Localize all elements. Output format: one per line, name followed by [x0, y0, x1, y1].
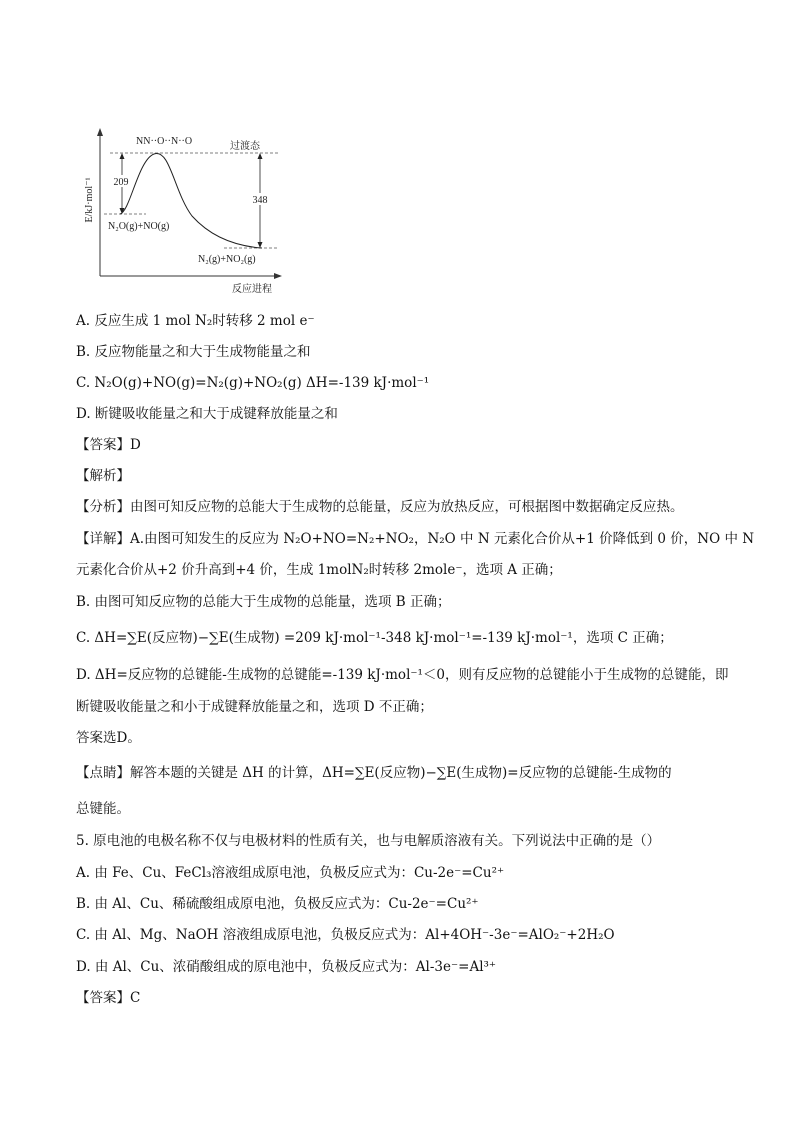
- option-d: D. 断键吸收能量之和大于成键释放能量之和: [76, 406, 338, 422]
- transition-species: NN··O··N··O: [136, 136, 193, 147]
- y-axis-arrow-icon: [97, 128, 103, 136]
- products-label: N₂(g)+NO₂(g): [198, 254, 256, 265]
- reverse-arrow-down-icon: [258, 242, 263, 248]
- reverse-energy-value: 348: [252, 195, 268, 206]
- q5-option-a: A. 由 Fe、Cu、FeCl₃溶液组成原电池，负极反应式为：Cu-2e⁻=Cu²⁺: [76, 865, 505, 881]
- energy-diagram: [74, 100, 294, 300]
- analysis-text: 【分析】由图可知反应物的总能大于生成物的总能量，反应为放热反应，可根据图中数据确定反应热。: [76, 499, 684, 515]
- option-a: A. 反应生成 1 mol N₂时转移 2 mol e⁻: [76, 313, 315, 329]
- activation-arrow-up-icon: [120, 153, 125, 159]
- detail-c: C. ΔH=∑E(反应物)−∑E(生成物) =209 kJ·mol⁻¹-348 kJ·mol⁻¹=-139 kJ·mol⁻¹，选项 C 正确；: [76, 630, 673, 646]
- key-point-1: 【点睛】解答本题的关键是 ΔH 的计算，ΔH=∑E(反应物)−∑E(生成物)=反应物的总键能-生成物的: [76, 765, 672, 781]
- detail-d-1: D. ΔH=反应物的总键能-生成物的总键能=-139 kJ·mol⁻¹＜0，则有反应物的总键能小于生成物的总键能，即: [76, 667, 729, 683]
- answer: 【答案】D: [76, 437, 141, 453]
- question-5: 5. 原电池的电极名称不仅与电极材料的性质有关，也与电解质溶液有关。下列说法中正确的是（）: [76, 833, 661, 849]
- option-c: C. N₂O(g)+NO(g)=N₂(g)+NO₂(g) ΔH=-139 kJ·mol⁻¹: [76, 375, 430, 391]
- answer-choice: 答案选D。: [76, 730, 141, 746]
- q5-option-b: B. 由 Al、Cu、稀硫酸组成原电池，负极反应式为：Cu-2e⁻=Cu²⁺: [76, 896, 479, 912]
- y-axis-label: E/kJ·mol⁻¹: [84, 177, 95, 223]
- option-b: B. 反应物能量之和大于生成物能量之和: [76, 344, 311, 360]
- detail-b: B. 由图可知反应物的总能大于生成物的总能量，选项 B 正确；: [76, 594, 451, 610]
- detail-line-2: 元素化合价从+2 价升高到+4 价，生成 1molN₂时转移 2mole⁻，选项 A 正确；: [76, 562, 562, 578]
- q5-option-c: C. 由 Al、Mg、NaOH 溶液组成原电池，负极反应式为：Al+4OH⁻-3e⁻=AlO₂⁻+2H₂O: [76, 927, 615, 943]
- reactants-label: N₂O(g)+NO(g): [108, 221, 170, 232]
- analysis-heading: 【解析】: [76, 468, 130, 484]
- x-axis-arrow-icon: [274, 273, 282, 279]
- x-axis-label: 反应进程: [232, 284, 272, 295]
- detail-d-2: 断键吸收能量之和小于成键释放能量之和，选项 D 不正确；: [76, 699, 433, 715]
- q5-answer: 【答案】C: [76, 990, 141, 1006]
- reverse-arrow-up-icon: [258, 153, 263, 159]
- q5-option-d: D. 由 Al、Cu、浓硝酸组成的原电池中，负极反应式为：Al-3e⁻=Al³⁺: [76, 959, 497, 975]
- detail-line-1: 【详解】A.由图可知发生的反应为 N₂O+NO=N₂+NO₂，N₂O 中 N 元素化合价从+1 价降低到 0 价，NO 中 N: [76, 531, 755, 547]
- reaction-curve: [120, 153, 262, 248]
- key-point-2: 总键能。: [76, 801, 130, 817]
- activation-energy-value: 209: [113, 177, 129, 188]
- transition-label: 过渡态: [230, 141, 260, 152]
